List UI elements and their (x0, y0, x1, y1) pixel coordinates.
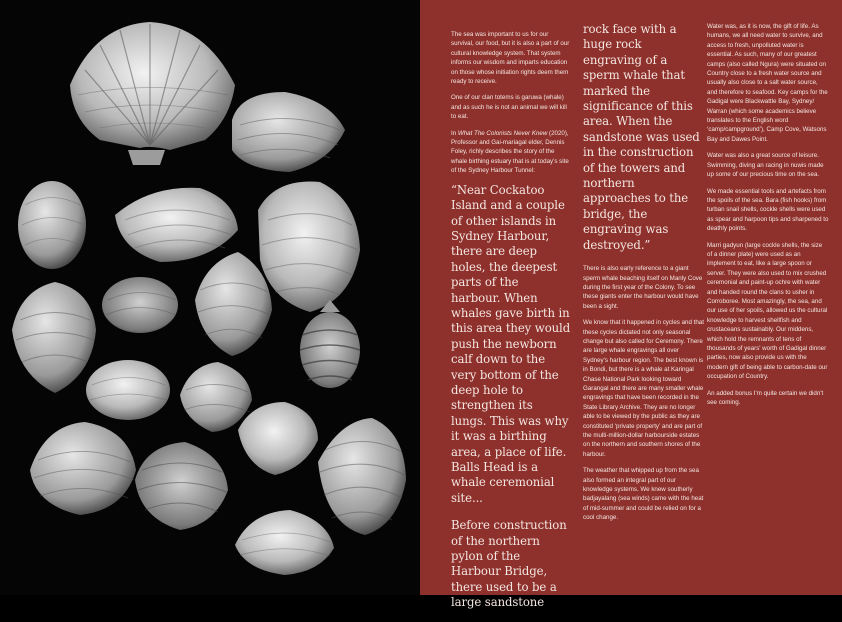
paragraph: One of our clan totems is garuwa (whale) and as such he is not an animal we will kill to eat. (451, 94, 567, 121)
pull-quote: “Near Cockatoo Island and a couple of other islands in Sydney Harbour, there are deep holes, the deepest parts of the harbour. When whales gave birth in this area they would push the newborn calf down to the very bottom of the deep hole to strengthen its lungs. This was why it was a birthing area, a place of life. Balls Head is a whale ceremonial site... (451, 182, 571, 505)
clam-shell (86, 360, 170, 420)
paragraph-text: (2020), Professor and Gai-mariagal elder, Dennis Foley, richly describes the story of the whale birthing estuary that is at today's site of the Sydney Harbour Tunnel: (451, 129, 569, 175)
pull-quote-continued: Before construction of the northern pylon of the Harbour Bridge, there used to be a large sandstone (451, 518, 567, 610)
book-title: What The Colonists Never Knew (457, 129, 548, 137)
paragraph: We made essential tools and artefacts from the spoils of the sea. Bara (fish hooks) from turban snail shells, cockle shells were used as spear and harpoon tips and sharpened to deathly points. (707, 187, 829, 233)
paragraph: An added bonus I'm quite certain we didn't see coming. (707, 389, 824, 407)
paragraph: Water was, as it is now, the gift of life. As humans, we all need water to survive, and access to fresh, unpolluted water is essential. As such, many of our greatest camps (also called Ngura) were situated on Country close to a fresh water source and usually also close to a salt water source, and therefore to seafood. Key camps for the Gadigal were Blackwattle Bay, Sydney/ Warran (which some academics believe translates to the English word ‘camp/campground’), Camp Cove, Watsons Bay and Dawes Point. (707, 23, 828, 143)
text-column-2 (583, 22, 704, 530)
text-column-3 (707, 22, 829, 414)
paragraph: We know that it happened in cycles and that these cycles dictated not only seasonal change but also called for Ceremony. There are large whale engravings all over Sydney's harbour region. The best known is in Bondi, but there is a whale at Karingal Chase National Park looking toward Garangal and there are many smaller whale engravings that have been recorded in the State Library Archive. They are no longer able to be viewed by the public as they are constituted ‘private property’ and are part of the multi-million-dollar harbourside estates on the northern and southern shores of the harbour. (583, 319, 704, 458)
paragraph-text: In (451, 129, 458, 137)
paragraph: The sea was important to us for our survival, our food, but it is also a part of our cultural knowledge system. That system informs our wisdom and imparts education on those whose initiation rights deem them ready to receive. (451, 31, 570, 86)
paragraph: Water was also a great source of leisure. Swimming, diving an racing in nuwis made up some of our precious time on the sea. (707, 152, 824, 179)
text-column-1 (451, 30, 571, 622)
article-text-page (420, 0, 842, 610)
clam-shell (18, 181, 86, 269)
paragraph: Marri gadyun (large cockle shells, the size of a dinner plate) were used as an implement to eat, like a large spoon or server. They were also used to mix crushed ceremonial and paint-up ochre with water and handed round the clans to usher in Corroboree. Most amazingly, the sea, and our use of her spoils, allowed us the cultural knowledge to harvest shellfish and crustaceans sustainably. Our middens, which hold the remnants of tens of thousands of years' worth of Gadigal dinner parties, now also provide us with the modern gift of being able to carbon-date our occupation of Country. (707, 241, 828, 381)
paragraph: The weather that whipped up from the sea also formed an integral part of our knowledge systems. We knew southerly badjayalang (sea winds) came with the heat of mid-summer and could be relied on for a cool change. (583, 467, 704, 522)
shell-collection-photo (0, 0, 420, 595)
paragraph (451, 129, 571, 176)
clam-shell (102, 277, 178, 333)
shell-photo-page (0, 0, 420, 595)
pull-quote-continued: rock face with a huge rock engraving of a sperm whale that marked the significance of this area. When the sandstone was used in the construction of the towers and northern approaches to the bridge, the engraving was destroyed.” (583, 22, 700, 252)
paragraph: There is also early reference to a giant sperm whale beaching itself on Manly Cove during the first year of the Colony. To see these giants enter the harbour would have been a sight. (583, 265, 703, 310)
